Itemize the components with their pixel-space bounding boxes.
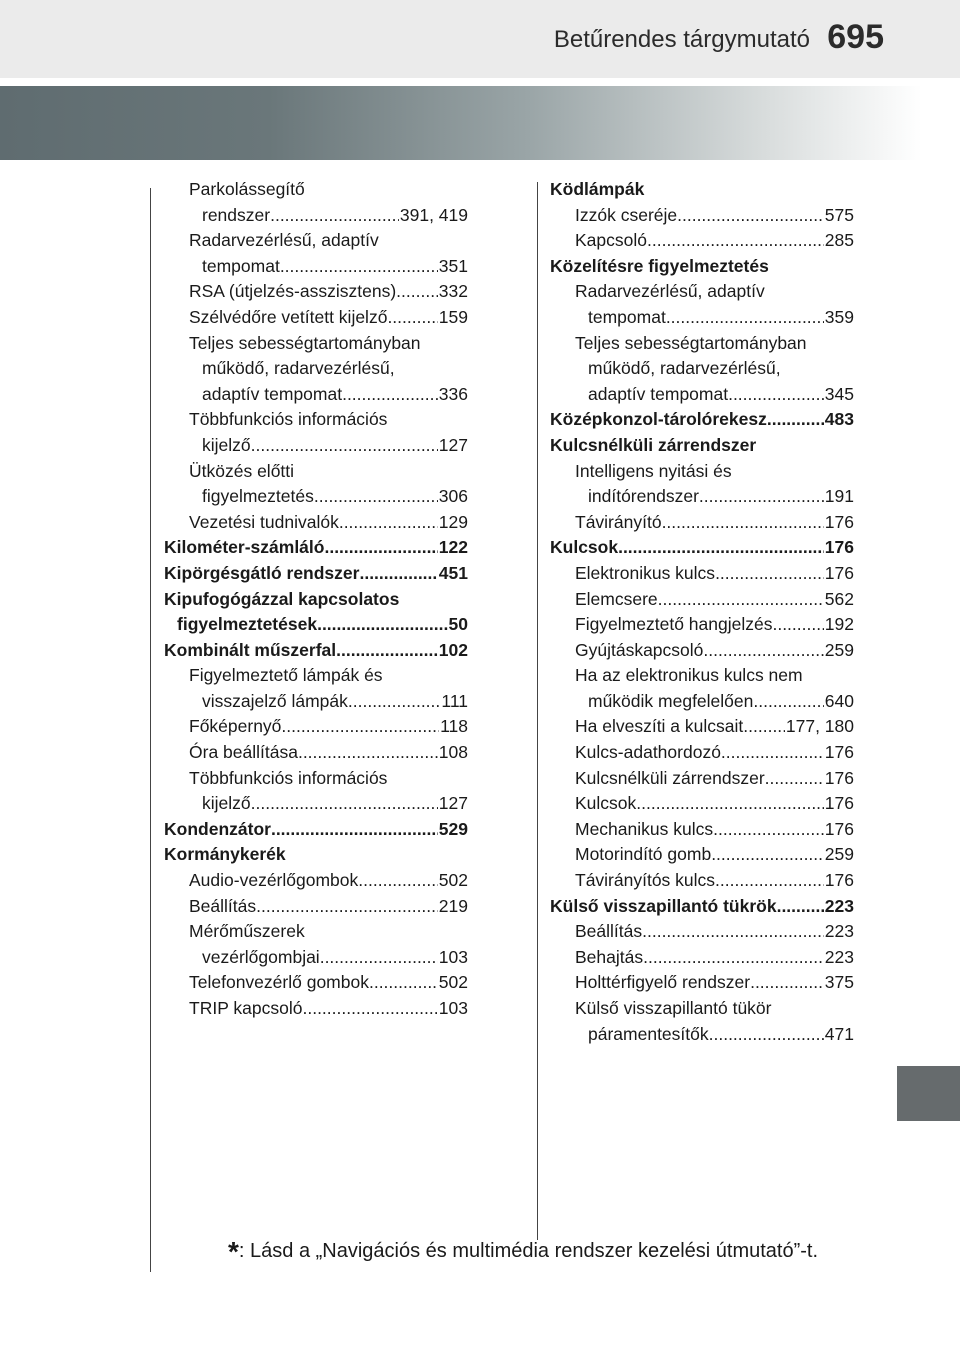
- page-reference: 351: [438, 255, 468, 276]
- index-entry: [550, 331, 854, 408]
- left-column-rule: [150, 188, 151, 1272]
- page-reference: 127: [438, 793, 468, 814]
- page-reference: 122: [438, 537, 468, 558]
- index-entry: [164, 714, 468, 740]
- page-reference: 127: [438, 434, 468, 455]
- index-entry: [550, 894, 854, 920]
- page-reference: 332: [438, 281, 468, 302]
- page-reference: 103: [438, 998, 468, 1018]
- index-term: Beállítás: [575, 921, 643, 942]
- index-term: Beállítás: [189, 895, 257, 916]
- index-entry-row: [575, 510, 854, 536]
- dot-leader: [643, 945, 824, 971]
- index-entry-text: Többfunkciós információs: [189, 767, 388, 788]
- index-term: Külső visszapillantó tükrök: [550, 895, 777, 916]
- header-bar: [0, 0, 960, 78]
- dot-leader: [387, 305, 437, 331]
- index-term: Izzók cseréje: [575, 204, 678, 225]
- page-reference: 336: [438, 383, 468, 404]
- index-entry: [550, 945, 854, 971]
- dot-leader: [750, 970, 824, 996]
- dot-leader: [256, 894, 438, 920]
- dot-leader: [317, 612, 447, 638]
- dot-leader: [359, 561, 437, 587]
- dot-leader: [765, 766, 824, 792]
- index-term: Audio-vezérlőgombok: [189, 870, 359, 891]
- index-term: RSA (útjelzés-asszisztens): [189, 281, 397, 302]
- index-entry-row: [189, 740, 468, 766]
- index-term: Gyújtáskapcsoló: [575, 639, 704, 660]
- index-term: Távirányító: [575, 511, 662, 532]
- index-entry: [164, 279, 468, 305]
- index-term: Holttérfigyelő rendszer: [575, 972, 751, 993]
- index-entry-row: [550, 407, 854, 433]
- page-reference: 575: [824, 204, 854, 225]
- index-entry: [164, 331, 468, 408]
- page-reference: 176: [824, 767, 854, 788]
- dot-leader: [743, 714, 785, 740]
- index-entry-row: [189, 970, 468, 996]
- index-entry-text: Ködlámpák: [550, 179, 645, 199]
- index-entry-row: [164, 612, 468, 638]
- dot-leader: [709, 1022, 824, 1048]
- index-term: vezérlőgombjai: [202, 946, 320, 967]
- index-entry: [164, 535, 468, 561]
- index-entry-row: [189, 484, 468, 510]
- dot-leader: [666, 305, 824, 331]
- page-reference: 159: [438, 306, 468, 327]
- index-term: indítórendszer: [588, 486, 699, 507]
- index-entry-text: Radarvezérlésű, adaptív: [189, 230, 379, 251]
- index-term: adaptív tempomat: [202, 383, 343, 404]
- page-reference: 471: [824, 1023, 854, 1044]
- index-term: Telefonvezérlő gombok: [189, 972, 369, 993]
- index-entry-row: [189, 510, 468, 536]
- page-reference: 176: [824, 793, 854, 814]
- index-entry-row: [189, 203, 468, 229]
- dot-leader: [618, 535, 824, 561]
- page-reference: 451: [438, 562, 468, 583]
- index-entry: [550, 663, 854, 714]
- index-term: páramentesítők: [588, 1023, 709, 1044]
- page-reference: 111: [441, 690, 468, 711]
- index-term: Középkonzol-tárolórekesz: [550, 409, 767, 430]
- index-term: Elemcsere: [575, 588, 658, 609]
- index-entry-row: [575, 842, 854, 868]
- index-term: figyelmeztetés: [202, 486, 314, 507]
- index-term: Vezetési tudnivalók: [189, 511, 339, 532]
- page-reference: 118: [440, 716, 468, 737]
- index-entry: [550, 254, 854, 280]
- index-entry: [164, 407, 468, 458]
- dot-leader: [662, 510, 824, 536]
- index-entry-row: [189, 279, 468, 305]
- index-entry-row: [575, 305, 854, 331]
- index-term: Távirányítós kulcs: [575, 870, 716, 891]
- index-entry: [550, 868, 854, 894]
- index-entry: [164, 305, 468, 331]
- index-term: Kilométer-számláló: [164, 537, 325, 558]
- index-term: Kulcsok: [550, 537, 619, 558]
- dot-leader: [302, 996, 437, 1022]
- index-entry: [164, 510, 468, 536]
- index-entry: [550, 203, 854, 229]
- index-entry-row: [189, 996, 468, 1022]
- index-entry: [164, 228, 468, 279]
- index-entry-text: működő, radarvezérlésű,: [202, 358, 395, 379]
- page-reference: 259: [824, 639, 854, 660]
- dot-leader: [320, 945, 438, 971]
- page-header-title: Betűrendes tárgymutató: [553, 26, 810, 53]
- index-term: Kulcsok: [575, 793, 637, 814]
- dot-leader: [703, 638, 823, 664]
- page-reference: 359: [824, 306, 854, 327]
- index-term: Kipörgésgátló rendszer: [164, 562, 360, 583]
- index-term: tempomat: [202, 255, 280, 276]
- index-term: Kondenzátor: [164, 818, 271, 839]
- index-entry-row: [550, 894, 854, 920]
- index-term: Főképernyő: [189, 716, 282, 737]
- index-entry-row: [575, 766, 854, 792]
- dot-leader: [777, 894, 824, 920]
- index-entry-text: Kulcsnélküli zárrendszer: [550, 434, 757, 455]
- index-entry-row: [575, 203, 854, 229]
- page-reference: 306: [438, 486, 468, 507]
- dot-leader: [753, 689, 823, 715]
- index-term: Kulcsnélküli zárrendszer: [575, 767, 765, 788]
- index-term: Óra beállítása: [189, 742, 298, 763]
- index-term: Mechanikus kulcs: [575, 818, 714, 839]
- index-entry: [550, 612, 854, 638]
- page-reference: 176: [824, 818, 854, 839]
- dot-leader: [280, 254, 438, 280]
- index-entry: [550, 407, 854, 433]
- page-reference: 483: [824, 409, 854, 430]
- index-entry-text: Külső visszapillantó tükör: [575, 998, 772, 1018]
- page-reference: 219: [438, 895, 468, 916]
- page-reference: 223: [824, 946, 854, 967]
- index-term: visszajelző lámpák: [202, 690, 348, 711]
- index-entry-text: Parkolássegítő: [189, 179, 305, 199]
- index-entry-row: [575, 1022, 854, 1048]
- dot-leader: [772, 612, 823, 638]
- index-term: tempomat: [588, 306, 666, 327]
- index-term: kijelző: [202, 793, 251, 814]
- page-reference: 391, 419: [399, 204, 468, 225]
- index-term: TRIP kapcsoló: [189, 998, 303, 1018]
- dot-leader: [647, 228, 824, 254]
- index-entry: [550, 919, 854, 945]
- page-reference: 108: [438, 742, 468, 763]
- index-entry-row: [575, 484, 854, 510]
- index-term: Elektronikus kulcs: [575, 562, 716, 583]
- dot-leader: [715, 561, 824, 587]
- dot-leader: [642, 919, 824, 945]
- index-column-right: [550, 177, 854, 1047]
- index-entry: [164, 996, 468, 1022]
- index-entry: [164, 177, 468, 228]
- page-reference: 223: [824, 895, 854, 916]
- dot-leader: [369, 970, 438, 996]
- index-entry: [550, 561, 854, 587]
- index-entry-row: [164, 638, 468, 664]
- dot-leader: [348, 689, 441, 715]
- index-entry-row: [189, 689, 468, 715]
- index-entry-text: Mérőműszerek: [189, 921, 305, 942]
- page-reference: 191: [824, 486, 854, 507]
- dot-leader: [715, 868, 824, 894]
- page-reference: 345: [824, 383, 854, 404]
- index-entry: [550, 842, 854, 868]
- section-thumb-tab: [897, 1066, 960, 1121]
- dot-leader: [711, 842, 824, 868]
- index-entry: [550, 228, 854, 254]
- index-term: Behajtás: [575, 946, 644, 967]
- index-entry: [164, 766, 468, 817]
- dot-leader: [358, 868, 438, 894]
- index-entry-row: [164, 817, 468, 843]
- index-entry: [550, 433, 854, 459]
- footnote: [228, 1236, 818, 1268]
- index-entry-row: [575, 919, 854, 945]
- index-entry-row: [575, 970, 854, 996]
- index-entry-row: [189, 254, 468, 280]
- page-reference: 177, 180: [785, 716, 854, 737]
- index-entry: [164, 663, 468, 714]
- index-entry-row: [189, 945, 468, 971]
- index-term: Motorindító gomb: [575, 844, 712, 865]
- index-entry: [550, 459, 854, 510]
- dot-leader: [324, 535, 437, 561]
- index-term: adaptív tempomat: [588, 383, 729, 404]
- dot-leader: [342, 382, 438, 408]
- page-reference: 502: [438, 972, 468, 993]
- dot-leader: [721, 740, 824, 766]
- index-entry-text: Kipufogógázzal kapcsolatos: [164, 588, 400, 609]
- index-entry: [164, 894, 468, 920]
- index-entry-text: Teljes sebességtartományban: [575, 332, 807, 353]
- index-entry: [164, 561, 468, 587]
- index-entry: [164, 919, 468, 970]
- page-reference: 103: [438, 946, 468, 967]
- dot-leader: [336, 638, 438, 664]
- index-entry: [550, 740, 854, 766]
- dot-leader: [251, 791, 438, 817]
- page-reference: 223: [824, 921, 854, 942]
- page-reference: 375: [824, 972, 854, 993]
- index-entry-row: [575, 689, 854, 715]
- column-divider-rule: [537, 182, 538, 1240]
- page-number: 695: [827, 18, 884, 56]
- index-entry-text: Figyelmeztető lámpák és: [189, 665, 383, 686]
- page-reference: 129: [438, 511, 468, 532]
- index-entry-row: [575, 228, 854, 254]
- index-entry-text: Ha az elektronikus kulcs nem: [575, 665, 803, 686]
- index-entry-row: [575, 561, 854, 587]
- index-term: Kulcs-adathordozó: [575, 742, 721, 763]
- index-entry-row: [189, 868, 468, 894]
- index-entry-text: Ütközés előtti: [189, 460, 295, 481]
- dot-leader: [658, 587, 824, 613]
- index-entry: [550, 587, 854, 613]
- index-entry-row: [550, 535, 854, 561]
- dot-leader: [677, 203, 824, 229]
- dot-leader: [298, 740, 438, 766]
- index-entry-row: [575, 587, 854, 613]
- index-entry: [550, 791, 854, 817]
- index-term: rendszer: [202, 204, 271, 225]
- index-entry-text: Többfunkciós információs: [189, 409, 388, 430]
- index-entry-row: [575, 638, 854, 664]
- index-entry: [164, 740, 468, 766]
- page-reference: 102: [438, 639, 468, 660]
- page-reference: 285: [824, 230, 854, 251]
- index-entry-row: [575, 817, 854, 843]
- dot-leader: [713, 817, 824, 843]
- index-entry: [550, 714, 854, 740]
- index-term: Szélvédőre vetített kijelző: [189, 306, 388, 327]
- dot-leader: [314, 484, 438, 510]
- index-entry-row: [575, 382, 854, 408]
- index-entry: [550, 638, 854, 664]
- index-entry: [550, 766, 854, 792]
- index-entry: [164, 459, 468, 510]
- index-entry: [550, 970, 854, 996]
- dot-leader: [271, 817, 438, 843]
- index-entry: [550, 510, 854, 536]
- page-reference: 176: [824, 562, 854, 583]
- index-entry: [550, 279, 854, 330]
- dot-leader: [636, 791, 824, 817]
- index-entry-row: [189, 382, 468, 408]
- index-term: működik megfelelően: [588, 690, 754, 711]
- dot-leader: [339, 510, 438, 536]
- page-reference: 176: [824, 537, 854, 558]
- index-entry: [164, 817, 468, 843]
- index-entry-row: [189, 714, 468, 740]
- index-entry-row: [164, 535, 468, 561]
- index-entry-row: [575, 612, 854, 638]
- index-entry-row: [575, 791, 854, 817]
- index-entry-row: [575, 868, 854, 894]
- index-entry-row: [575, 740, 854, 766]
- index-entry-text: Kormánykerék: [164, 844, 286, 865]
- index-term: Figyelmeztető hangjelzés: [575, 614, 773, 635]
- dot-leader: [728, 382, 824, 408]
- dot-leader: [396, 279, 438, 305]
- page-reference: 562: [824, 588, 854, 609]
- index-column-left: [164, 177, 468, 1022]
- index-entry-text: Intelligens nyitási és: [575, 460, 732, 481]
- index-entry-row: [189, 305, 468, 331]
- dot-leader: [281, 714, 439, 740]
- index-term: figyelmeztetések: [177, 614, 318, 635]
- page-reference: 176: [824, 742, 854, 763]
- index-entry: [550, 996, 854, 1047]
- index-entry: [164, 842, 468, 868]
- index-entry: [164, 868, 468, 894]
- index-entry-text: Közelítésre figyelmeztetés: [550, 255, 769, 276]
- dot-leader: [251, 433, 438, 459]
- index-entry-row: [189, 894, 468, 920]
- index-term: Ha elveszíti a kulcsait: [575, 716, 744, 737]
- page-reference: 640: [824, 690, 854, 711]
- page-reference: 176: [824, 511, 854, 532]
- index-entry-row: [164, 561, 468, 587]
- page-reference: 529: [438, 818, 468, 839]
- index-entry-row: [575, 714, 854, 740]
- index-entry-row: [575, 945, 854, 971]
- index-term: kijelző: [202, 434, 251, 455]
- index-entry: [550, 817, 854, 843]
- index-entry: [164, 587, 468, 638]
- index-entry-text: Teljes sebességtartományban: [189, 332, 421, 353]
- dot-leader: [699, 484, 824, 510]
- footnote-text: : Lásd a „Navigációs és multimédia rendszer kezelési útmutató”-t.: [238, 1240, 819, 1262]
- index-term: Kombinált műszerfal: [164, 639, 337, 660]
- dot-leader: [767, 407, 824, 433]
- index-entry: [550, 177, 854, 203]
- index-term: Kapcsoló: [575, 230, 647, 251]
- index-entry: [550, 535, 854, 561]
- page-reference: 50: [448, 614, 468, 635]
- index-entry-row: [189, 791, 468, 817]
- decorative-gradient-band: [0, 86, 960, 160]
- index-entry-text: működő, radarvezérlésű,: [588, 358, 781, 379]
- index-entry-row: [189, 433, 468, 459]
- index-entry: [164, 638, 468, 664]
- footnote-star: *: [228, 1236, 239, 1267]
- dot-leader: [270, 203, 399, 229]
- page-reference: 176: [824, 870, 854, 891]
- page-reference: 259: [824, 844, 854, 865]
- index-entry-text: Radarvezérlésű, adaptív: [575, 281, 765, 302]
- page-reference: 502: [438, 870, 468, 891]
- index-entry: [164, 970, 468, 996]
- page-reference: 192: [824, 614, 854, 635]
